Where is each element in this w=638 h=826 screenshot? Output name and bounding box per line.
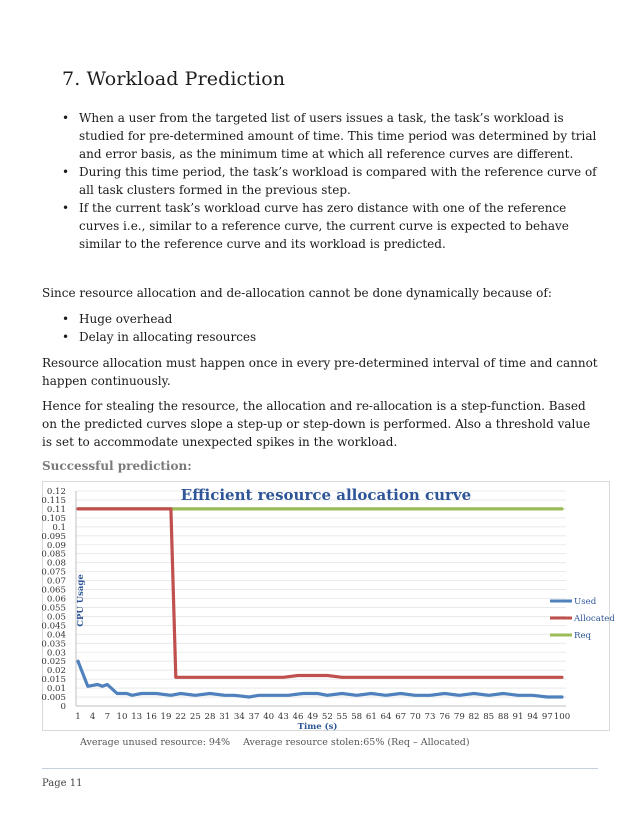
x-tick-label: 70 [409, 712, 421, 722]
y-tick-label: 0.015 [41, 675, 66, 686]
x-tick-label: 76 [439, 712, 451, 722]
y-tick-label: 0.075 [41, 567, 66, 578]
bullet-item: • When a user from the targeted list of users issues a task, the task’s workload is studied for pre-determined amount of time. This time period was determined by trial and error basis, as the minimum time at which all reference curves are different. [62, 109, 602, 163]
page-number: Page 11 [42, 778, 83, 789]
successful-prediction-heading: Successful prediction: [42, 459, 192, 473]
x-tick-label: 34 [233, 712, 245, 722]
y-axis-label: CPU Usage [76, 574, 86, 627]
y-tick-label: 0.08 [46, 558, 66, 569]
x-tick-label: 25 [189, 712, 201, 722]
x-tick-label: 100 [553, 712, 571, 722]
x-tick-label: 58 [351, 712, 363, 722]
y-tick-label: 0.005 [41, 693, 66, 704]
y-tick-label: 0.035 [41, 639, 66, 650]
x-tick-label: 46 [292, 712, 304, 722]
x-tick-label: 55 [336, 712, 348, 722]
x-tick-label: 85 [483, 712, 495, 722]
y-tick-label: 0.03 [46, 648, 66, 659]
x-tick-label: 40 [263, 712, 275, 722]
x-tick-label: 97 [541, 712, 553, 722]
y-tick-label: 0.095 [41, 531, 66, 542]
x-tick-label: 79 [453, 712, 465, 722]
x-tick-label: 82 [468, 712, 480, 722]
x-tick-label: 52 [321, 712, 333, 722]
chart-canvas [41, 481, 615, 732]
x-tick-label: 67 [395, 712, 407, 722]
x-axis-label: Time (s) [297, 722, 338, 732]
x-tick-label: 19 [160, 712, 172, 722]
bullet-item: • If the current task’s workload curve has zero distance with one of the reference curves i.e., similar to a reference curve, the current curve is expected to behave similar to the reference curve and its workload is predicted. [62, 199, 602, 253]
caption-unused: Average unused resource: 94% [80, 737, 231, 748]
x-tick-label: 49 [307, 712, 319, 722]
y-tick-label: 0.07 [46, 576, 66, 587]
y-tick-label: 0.1 [52, 522, 66, 533]
chart-title: Efficient resource allocation curve [180, 486, 472, 504]
y-tick-label: 0.12 [46, 487, 66, 497]
legend-label-req: Req [574, 631, 592, 641]
task-bullet-list [62, 109, 602, 253]
x-tick-label: 43 [277, 712, 289, 722]
paragraph-step-function: Hence for stealing the resource, the allocation and re-allocation is a step-function. Based on the predicted curves slope a step-up or step-down is performed. Also a threshold value is set to accommodate unexpected spikes in the workload. [42, 399, 591, 449]
bullet-item: • Huge overhead [62, 310, 602, 328]
x-tick-label: 1 [75, 712, 81, 722]
y-tick-label: 0.065 [41, 585, 66, 596]
y-tick-label: 0.09 [46, 540, 66, 551]
x-tick-label: 7 [104, 712, 111, 722]
y-tick-label: 0 [60, 702, 66, 712]
x-tick-label: 94 [527, 712, 539, 722]
x-tick-label: 28 [204, 712, 216, 722]
y-tick-label: 0.04 [46, 630, 66, 641]
legend-label-used: Used [574, 597, 597, 607]
caption-stolen: Average resource stolen:65% (Req – Allocated) [243, 737, 470, 748]
y-tick-label: 0.05 [46, 612, 66, 623]
y-tick-label: 0.01 [46, 684, 66, 695]
y-tick-label: 0.025 [41, 657, 66, 668]
x-tick-label: 88 [497, 712, 509, 722]
x-tick-label: 91 [512, 712, 524, 722]
paragraph-allocation-interval: Resource allocation must happen once in every pre-determined interval of time and cannot happen continuously. [42, 356, 598, 388]
x-tick-label: 13 [131, 712, 143, 722]
y-tick-label: 0.105 [41, 513, 66, 524]
y-tick-label: 0.11 [46, 504, 66, 515]
allocation-chart [41, 481, 615, 732]
x-tick-label: 64 [380, 712, 392, 722]
y-tick-label: 0.115 [41, 495, 66, 506]
x-tick-label: 37 [248, 712, 260, 722]
y-tick-label: 0.06 [46, 594, 66, 605]
chart-caption [80, 737, 470, 748]
x-tick-label: 22 [175, 712, 187, 722]
x-tick-label: 73 [424, 712, 436, 722]
y-tick-label: 0.045 [41, 621, 66, 632]
reason-bullet-list [62, 310, 602, 346]
footer-divider [42, 768, 598, 769]
section-heading: 7. Workload Prediction [62, 68, 286, 90]
x-tick-label: 31 [219, 712, 231, 722]
bullet-item: • During this time period, the task’s workload is compared with the reference curve of all task clusters formed in the previous step. [62, 163, 602, 199]
x-tick-label: 61 [365, 712, 377, 722]
x-tick-label: 4 [89, 712, 96, 722]
bullet-item: • Delay in allocating resources [62, 328, 602, 346]
y-tick-label: 0.02 [46, 666, 66, 677]
x-tick-label: 16 [145, 712, 157, 722]
x-tick-label: 10 [116, 712, 128, 722]
paragraph-dynamic-allocation: Since resource allocation and de-allocation cannot be done dynamically because of: [42, 286, 552, 300]
legend-label-allocated: Allocated [574, 614, 615, 624]
y-tick-label: 0.085 [41, 549, 66, 560]
y-tick-label: 0.055 [41, 603, 66, 614]
